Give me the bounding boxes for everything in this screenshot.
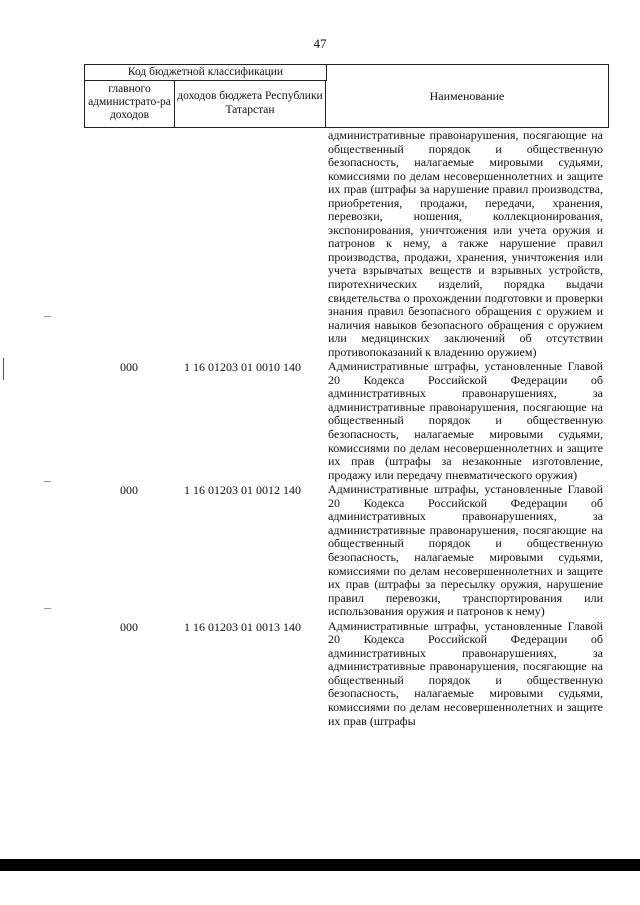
continuation-text: административные правонарушения, посягающие на общественный порядок и общественную безопасность, налагаемые мировыми судьями, комиссиями по делам несовершеннолетних и защите их прав (штрафы за нарушение правил производства, приобретения, продажи, передачи, хранения, перевозки, ношения, коллекционирования, экспонирования, уничтожения или учета оружия и патронов к нему, а также нарушение правил производства, продажи, хранения, уничтожения или учета взрывчатых веществ и взрывных устройств, пиротехнических изделий, порядка выдачи свидетельства о прохождении подготовки и проверки знания правил безопасного обращения с оружием и наличия навыков безопасного обращения с оружием или медицинских заключений об отсутствии противопоказаний к владению оружием): [328, 128, 603, 359]
admin-code-cell: 000: [120, 483, 138, 498]
scan-dash-mark: [44, 608, 51, 609]
admin-code-cell: 000: [120, 360, 138, 375]
budget-code-cell: 1 16 01203 01 0012 140: [184, 483, 301, 498]
name-cell: Административные штрафы, установленные Главой 20 Кодекса Российской Федерации об административных правонарушениях, за административные правонарушения, посягающие на общественный порядок и общественную безопасность, налагаемые мировыми судьями, комиссиями по делам несовершеннолетних и защите их прав (штрафы: [328, 618, 603, 728]
page-number: 47: [313, 36, 327, 51]
budget-code-cell: 1 16 01203 01 0010 140: [184, 360, 301, 375]
name-cell: Административные штрафы, установленные Главой 20 Кодекса Российской Федерации об административных правонарушениях, за административные правонарушения, посягающие на общественный порядок и общественную безопасность, налагаемые мировыми судьями, комиссиями по делам несовершеннолетних и защите их прав (штрафы за пересылку оружия, нарушение правил перевозки, транспортирования или использования оружия и патронов к нему): [328, 482, 603, 619]
table-row: [0, 360, 640, 482]
table-row: [0, 483, 640, 618]
header-classification-code: Код бюджетной классификации: [85, 65, 327, 81]
table-body: [0, 128, 640, 728]
scan-dash-mark: [44, 316, 51, 317]
budget-code-cell: 1 16 01203 01 0013 140: [184, 619, 301, 634]
header-main-administrator: главного администрато-ра доходов: [85, 80, 175, 127]
table-row: [0, 620, 640, 728]
name-cell: Административные штрафы, установленные Главой 20 Кодекса Российской Федерации об административных правонарушениях, за административные правонарушения, посягающие на общественный порядок и общественную безопасность, налагаемые мировыми судьями, комиссиями по делам несовершеннолетних и защите их прав (штрафы за незаконные изготовление, продажу или передачу пневматического оружия): [328, 359, 603, 482]
header-name: Наименование: [429, 89, 505, 103]
scan-edge-mark: [3, 358, 4, 380]
table-row-continuation: [0, 129, 640, 359]
scan-dash-mark: [44, 481, 51, 482]
header-budget-revenue: доходов бюджета Республики Татарстан: [175, 80, 326, 127]
scan-bottom-bar: [0, 859, 640, 871]
admin-code-cell: 000: [120, 619, 138, 634]
table-header: [84, 64, 609, 128]
